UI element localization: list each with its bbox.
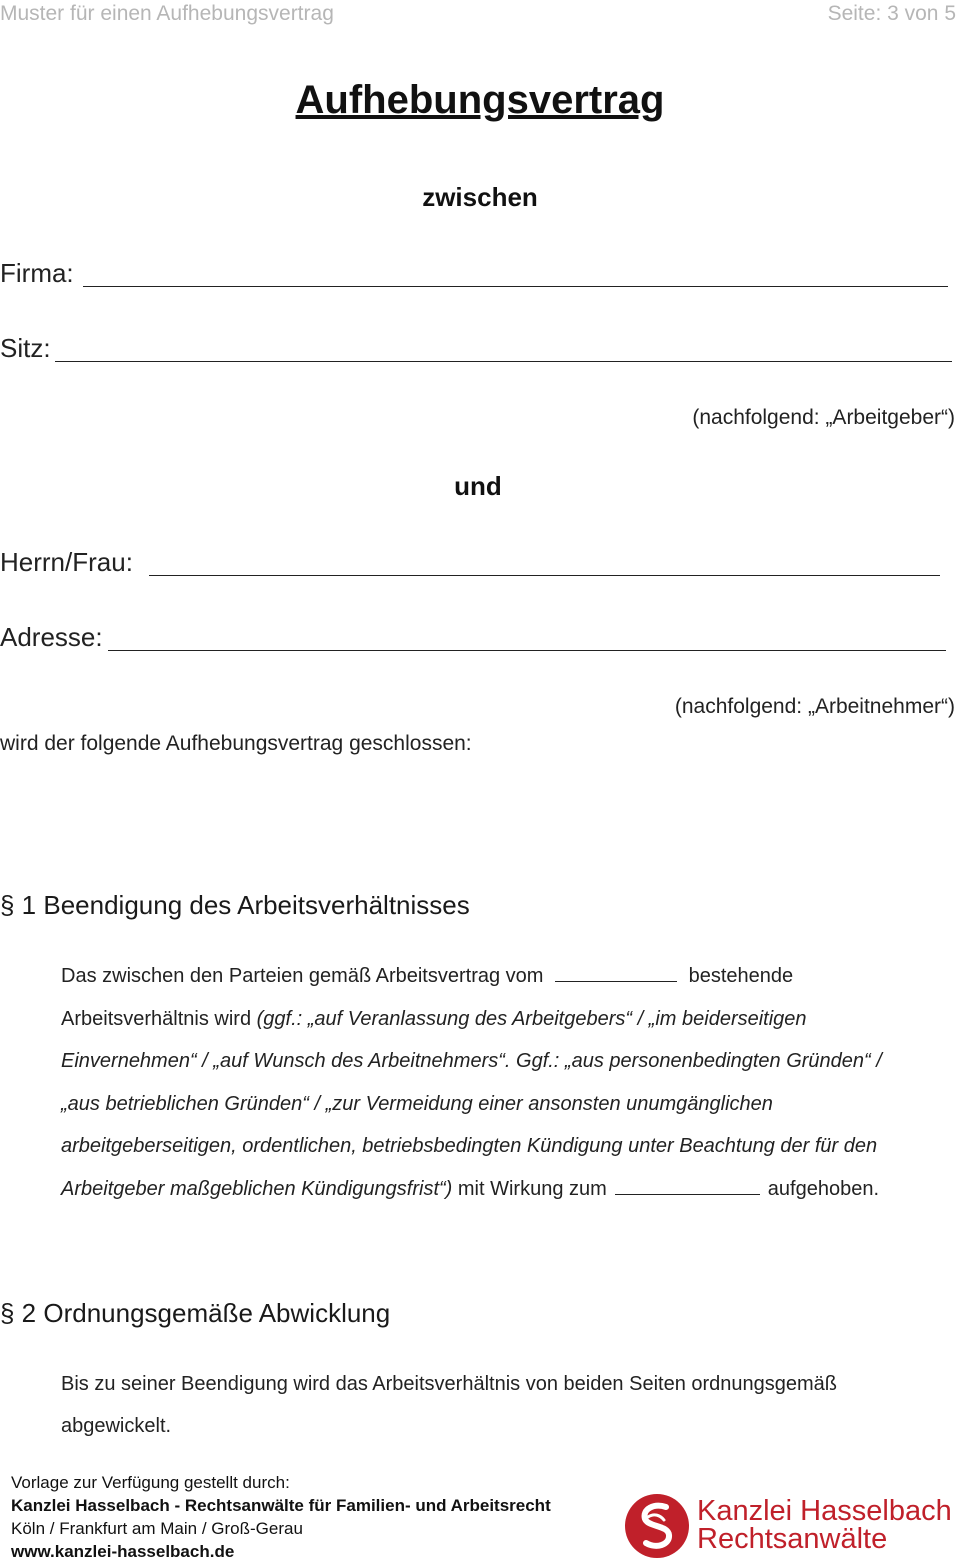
section-1-text: aufgehoben. xyxy=(767,1178,880,1200)
company-label: Firma: xyxy=(0,258,74,288)
logo-line-2: Rechtsanwälte xyxy=(697,1523,888,1555)
footer-website[interactable]: www.kanzlei-hasselbach.de xyxy=(11,1542,235,1561)
section-1-line-5: arbeitgeberseitigen, ordentlichen, betriebsbedingten Kündigung unter Beachtung der für den xyxy=(61,1135,878,1157)
page-title: Aufhebungsvertrag xyxy=(295,78,665,122)
header-document-title: Muster für einen Aufhebungsvertrag xyxy=(0,2,334,25)
section-2-line-2: abgewickelt. xyxy=(61,1415,172,1437)
section-1-text: mit Wirkung zum xyxy=(452,1178,607,1200)
header-page-number: Seite: 3 von 5 xyxy=(827,2,956,25)
section-1-italic-text: (ggf.: „auf Veranlassung des Arbeitgebers“ / „im beiderseitigen xyxy=(256,1008,807,1030)
employee-address-field-line xyxy=(108,650,946,651)
section-1-line-6 xyxy=(61,1178,879,1201)
section-1-heading: § 1 Beendigung des Arbeitsverhältnisses xyxy=(0,890,470,920)
seat-label: Sitz: xyxy=(0,333,51,363)
intro-sentence: wird der folgende Aufhebungsvertrag geschlossen: xyxy=(0,732,472,755)
footer-provided-by: Vorlage zur Verfügung gestellt durch: xyxy=(11,1473,290,1492)
section-1-line-4: „aus betrieblichen Gründen“ / „zur Vermeidung einer ansonsten unumgänglichen xyxy=(61,1093,773,1115)
section-1-text: Arbeitsverhältnis wird xyxy=(61,1008,257,1030)
section-2-heading: § 2 Ordnungsgemäße Abwicklung xyxy=(0,1298,391,1328)
employee-hereinafter: (nachfolgend: „Arbeitnehmer“) xyxy=(674,695,955,718)
employee-address-label: Adresse: xyxy=(0,622,103,652)
employee-name-label: Herrn/Frau: xyxy=(0,547,133,577)
seat-field-line xyxy=(55,361,952,362)
employee-name-field-line xyxy=(149,575,940,576)
section-1-line-1 xyxy=(61,965,793,988)
section-1-text: Das zwischen den Parteien gemäß Arbeitsvertrag vom xyxy=(61,965,544,987)
section-1-italic-text: Arbeitgeber maßgeblichen Kündigungsfrist“) xyxy=(61,1178,453,1200)
footer-firm: Kanzlei Hasselbach - Rechtsanwälte für Familien- und Arbeitsrecht xyxy=(11,1496,551,1515)
and-label: und xyxy=(454,471,502,501)
section-1-line-2 xyxy=(61,1008,807,1031)
termination-date-blank xyxy=(615,1193,760,1195)
employer-hereinafter: (nachfolgend: „Arbeitgeber“) xyxy=(692,406,955,429)
footer-cities: Köln / Frankfurt am Main / Groß-Gerau xyxy=(11,1519,303,1538)
logo-line-1: Kanzlei Hasselbach xyxy=(697,1495,952,1527)
contract-date-blank xyxy=(555,980,677,982)
company-field-line xyxy=(83,286,948,287)
section-2-line-1: Bis zu seiner Beendigung wird das Arbeitsverhältnis von beiden Seiten ordnungsgemäß xyxy=(61,1373,838,1395)
between-label: zwischen xyxy=(422,182,538,212)
section-1-text: bestehende xyxy=(688,965,794,987)
logo-mark-icon xyxy=(624,1493,690,1559)
section-1-line-3: Einvernehmen“ / „auf Wunsch des Arbeitnehmers“. Ggf.: „aus personenbedingten Gründen“ / xyxy=(61,1050,882,1072)
